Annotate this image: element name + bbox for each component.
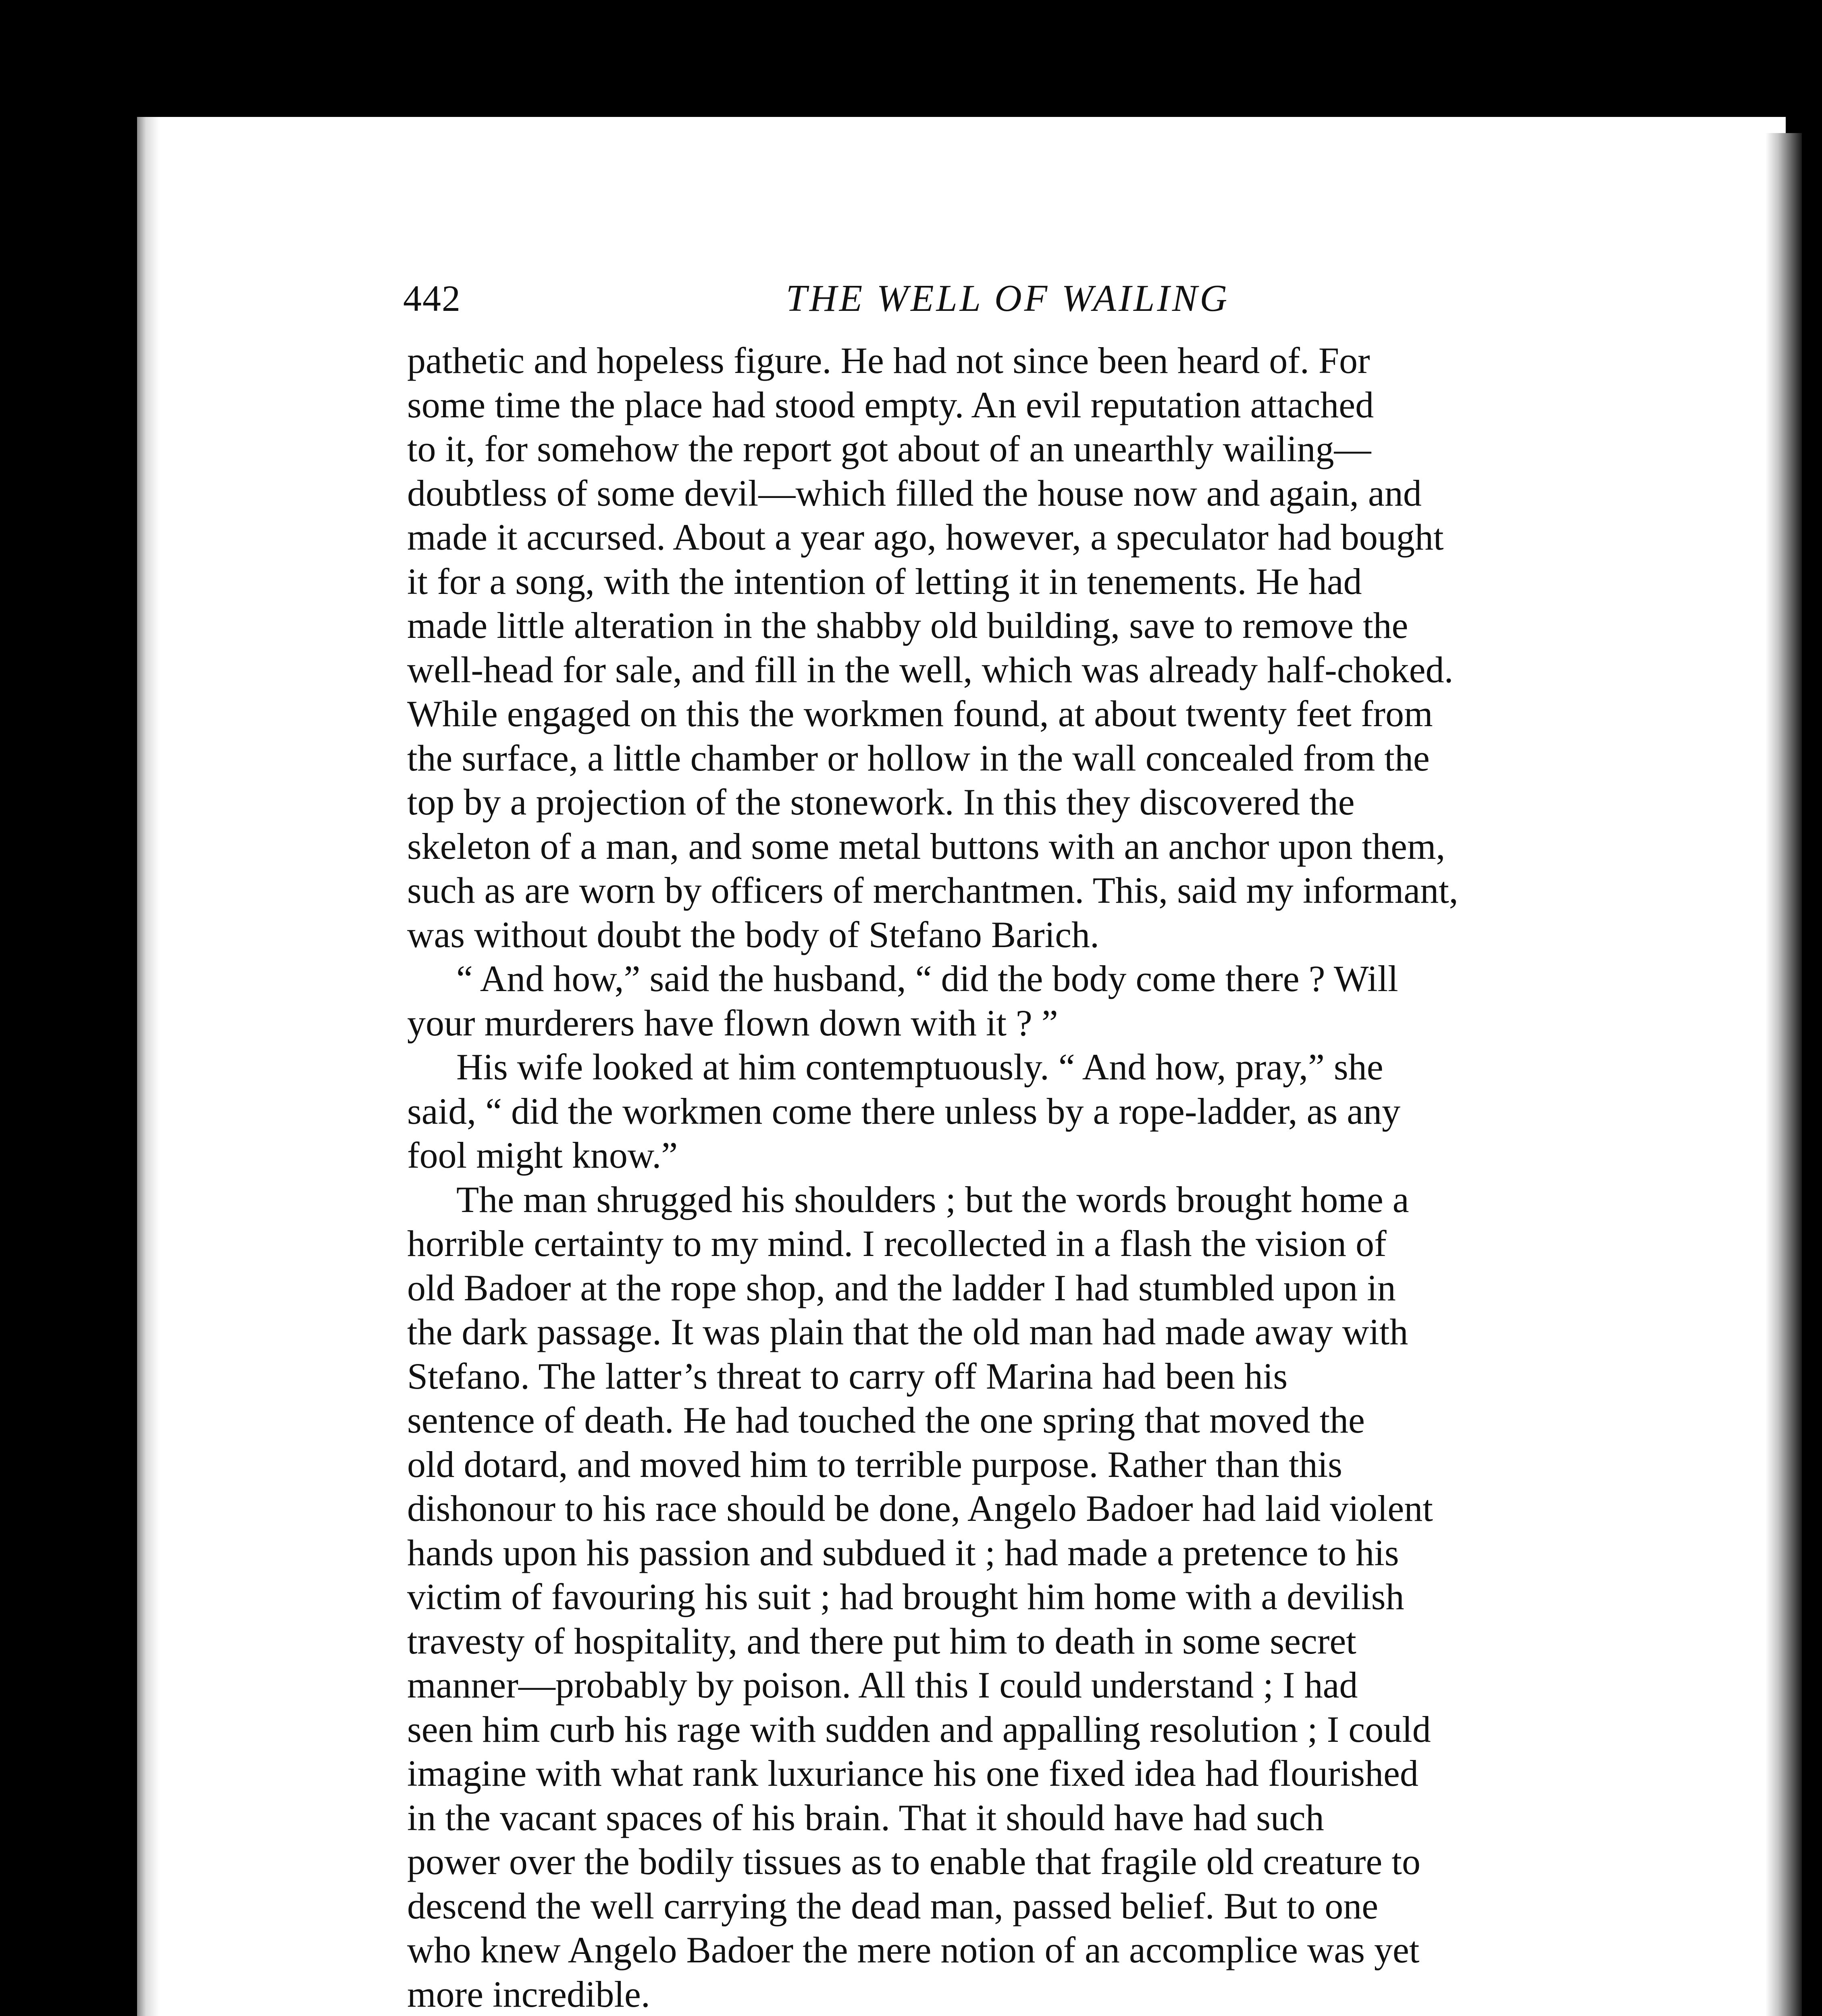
text-line: skeleton of a man, and some metal buttons with an anchor upon them,: [407, 825, 1446, 867]
body-text: [407, 339, 1608, 2016]
text-line: more incredible.: [407, 1973, 650, 2015]
text-line: “ And how,” said the husband, “ did the body come there ? Will: [456, 958, 1398, 999]
text-line: such as are worn by officers of merchantmen. This, said my informant,: [407, 870, 1458, 911]
text-line: old Badoer at the rope shop, and the ladder I had stumbled upon in: [407, 1267, 1396, 1308]
text-line: fool might know.”: [407, 1135, 678, 1176]
text-line: was without doubt the body of Stefano Barich.: [407, 914, 1100, 955]
paragraph-2: [407, 957, 1608, 1045]
running-head: [403, 266, 1612, 331]
text-line: who knew Angelo Badoer the mere notion of an accomplice was yet: [407, 1929, 1420, 1970]
text-line: well-head for sale, and fill in the well, which was already half-choked.: [407, 649, 1454, 690]
text-line: manner—probably by poison. All this I could understand ; I had: [407, 1664, 1358, 1706]
text-line: The man shrugged his shoulders ; but the words brought home a: [456, 1179, 1409, 1220]
paragraph-3: [407, 1045, 1608, 1178]
text-line: it for a song, with the intention of letting it in tenements. He had: [407, 560, 1362, 602]
text-line: made little alteration in the shabby old building, save to remove the: [407, 605, 1408, 646]
text-line: dishonour to his race should be done, Angelo Badoer had laid violent: [407, 1488, 1433, 1529]
text-line: doubtless of some devil—which filled the house now and again, and: [407, 472, 1422, 514]
text-line: While engaged on this the workmen found, at about twenty feet from: [407, 693, 1433, 734]
text-line: made it accursed. About a year ago, however, a speculator had bought: [407, 516, 1444, 558]
text-line: imagine with what rank luxuriance his one fixed idea had flourished: [407, 1753, 1418, 1794]
text-line: hands upon his passion and subdued it ; had made a pretence to his: [407, 1532, 1399, 1573]
page-edge-shadow: [1766, 133, 1802, 2016]
text-line: Stefano. The latter’s threat to carry off Marina had been his: [407, 1355, 1288, 1397]
text-line: victim of favouring his suit ; had brought him home with a devilish: [407, 1576, 1404, 1617]
page-gutter-shadow: [137, 117, 159, 2016]
text-line: top by a projection of the stonework. In this they discovered the: [407, 781, 1355, 823]
text-line: horrible certainty to my mind. I recollected in a flash the vision of: [407, 1223, 1387, 1264]
text-line: His wife looked at him contemptuously. “ And how, pray,” she: [456, 1046, 1383, 1087]
text-line: seen him curb his rage with sudden and appalling resolution ; I could: [407, 1708, 1431, 1750]
text-line: the dark passage. It was plain that the old man had made away with: [407, 1311, 1408, 1352]
text-line: descend the well carrying the dead man, passed belief. But to one: [407, 1885, 1379, 1926]
paragraph-4: [407, 1178, 1608, 2016]
text-line: the surface, a little chamber or hollow in the wall concealed from the: [407, 737, 1430, 779]
text-line: said, “ did the workmen come there unless by a rope-ladder, as any: [407, 1090, 1401, 1132]
text-line: some time the place had stood empty. An evil reputation attached: [407, 384, 1374, 425]
paragraph-1: [407, 339, 1608, 957]
text-line: sentence of death. He had touched the one spring that moved the: [407, 1400, 1365, 1441]
text-line: your murderers have flown down with it ? ”: [407, 1002, 1058, 1043]
text-line: power over the bodily tissues as to enable that fragile old creature to: [407, 1841, 1421, 1882]
text-line: old dotard, and moved him to terrible purpose. Rather than this: [407, 1443, 1342, 1485]
text-line: in the vacant spaces of his brain. That it should have had such: [407, 1797, 1324, 1838]
text-line: to it, for somehow the report got about of an unearthly wailing—: [407, 428, 1371, 469]
text-line: pathetic and hopeless figure. He had not since been heard of. For: [407, 340, 1370, 381]
page-number: 442: [403, 278, 461, 319]
running-title: THE WELL OF WAILING: [786, 277, 1230, 319]
text-line: travesty of hospitality, and there put him to death in some secret: [407, 1620, 1356, 1662]
